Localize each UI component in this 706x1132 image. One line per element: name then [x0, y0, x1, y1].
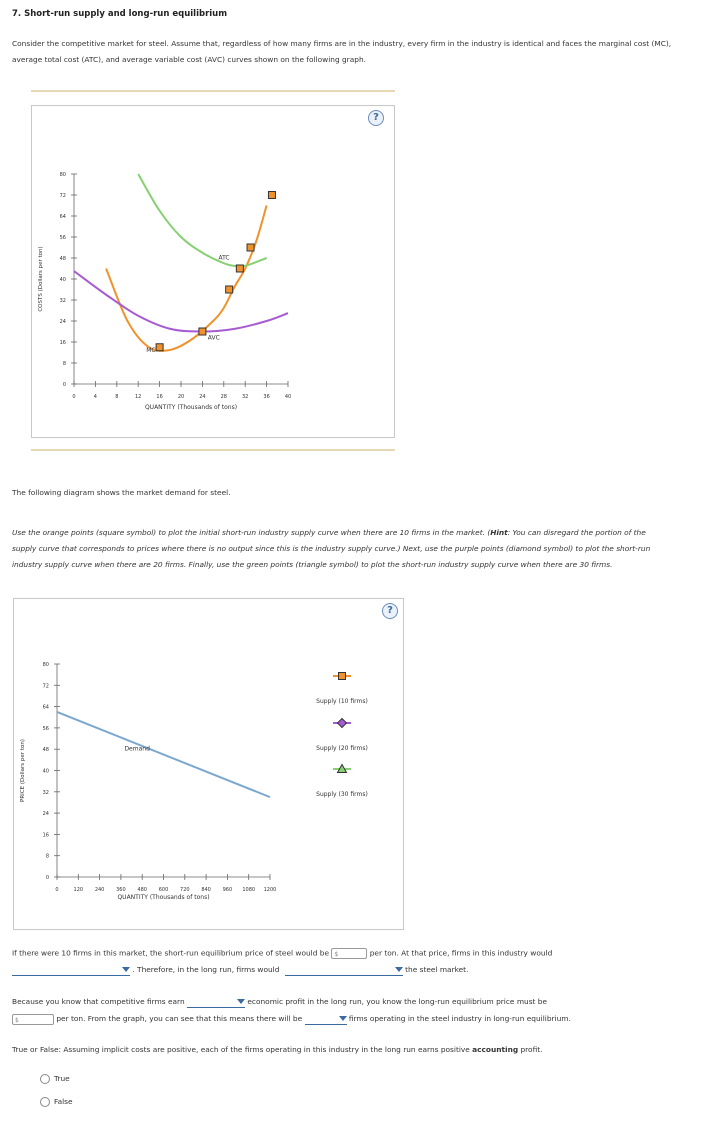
x-tick-label: 28: [220, 394, 227, 400]
radio-false[interactable]: [40, 1097, 50, 1107]
equilibrium-line-2: [12, 964, 468, 976]
x-tick-label: 0: [55, 887, 59, 893]
divider-top: [31, 90, 395, 92]
diamond-symbol-icon: [338, 719, 347, 728]
option-false-label: False: [54, 1097, 73, 1106]
mc-point-marker: [247, 244, 254, 251]
x-tick-label: 40: [284, 394, 292, 400]
y-tick-label: 48: [59, 256, 66, 262]
legend-label: Supply (10 firms): [316, 698, 368, 705]
y-tick-label: 8: [45, 853, 49, 860]
demand-label: Demand: [124, 745, 150, 753]
mc-curve: [106, 206, 267, 351]
x-tick-label: 20: [177, 394, 185, 400]
x-tick-label: 12: [135, 394, 142, 400]
x-tick-label: 8: [115, 394, 119, 400]
avc-curve: [74, 271, 288, 331]
x-tick-label: 24: [199, 394, 206, 400]
entry-exit-dropdown[interactable]: [285, 964, 403, 976]
equilibrium-line-1: [12, 948, 552, 959]
y-axis-title: COSTS (Dollars per ton): [38, 246, 44, 312]
profit-text-3: per ton. From the graph, you can see that this means there will be: [56, 1014, 303, 1023]
y-tick-label: 64: [59, 214, 66, 220]
eq-text-1: If there were 10 firms in this market, the short-run equilibrium price of steel would be: [12, 948, 329, 958]
graph-instructions: [12, 525, 652, 573]
y-tick-label: 64: [42, 704, 49, 711]
hint-label: Hint: [490, 528, 508, 537]
x-tick-label: 1080: [242, 887, 256, 893]
eq-text-2: per ton. At that price, firms in this industry would: [369, 948, 553, 958]
legend-label: Supply (20 firms): [316, 745, 368, 752]
y-tick-label: 48: [42, 747, 49, 754]
y-tick-label: 0: [62, 382, 66, 388]
x-axis-title: QUANTITY (Thousands of tons): [117, 894, 210, 901]
y-tick-label: 16: [59, 340, 66, 346]
x-tick-label: 0: [72, 394, 76, 400]
mc-point-marker: [268, 192, 275, 199]
market-demand-chart[interactable]: [14, 599, 403, 929]
x-axis-title: QUANTITY (Thousands of tons): [144, 404, 238, 411]
tf-question-start: True or False: Assuming implicit costs are positive, each of the firms operating in this industry in the long run earns positive: [12, 1045, 473, 1054]
mc-point-marker: [156, 344, 163, 351]
eq-text-3: . Therefore, in the long run, firms would: [132, 965, 280, 974]
mc-point-marker: [199, 328, 206, 335]
x-tick-label: 1200: [263, 887, 277, 893]
y-tick-label: 56: [59, 235, 66, 241]
chevron-down-icon: [122, 967, 130, 972]
y-axis-title: PRICE (Dollars per ton): [20, 739, 26, 802]
x-tick-label: 480: [137, 887, 147, 893]
x-tick-label: 960: [222, 887, 233, 893]
tf-bold-word: accounting: [472, 1045, 519, 1054]
atc-curve: [138, 174, 266, 267]
tf-question-end: profit.: [518, 1045, 543, 1054]
profit-status-dropdown[interactable]: [12, 964, 130, 976]
chevron-down-icon: [395, 967, 403, 972]
profit-text-2: economic profit in the long run, you know the long-run equilibrium price must be: [247, 997, 548, 1006]
market-graph-panel: [13, 598, 404, 930]
y-tick-label: 8: [62, 361, 66, 367]
eq-text-4: the steel market.: [405, 965, 469, 974]
demand-line: [57, 712, 270, 797]
x-tick-label: 240: [94, 887, 105, 893]
y-tick-label: 24: [42, 811, 49, 818]
radio-true[interactable]: [40, 1074, 50, 1084]
y-tick-label: 16: [42, 832, 49, 839]
y-tick-label: 32: [59, 298, 66, 304]
profit-text-1: Because you know that competitive firms earn: [12, 997, 185, 1006]
divider-bottom: [31, 449, 395, 451]
mc-label: MC: [146, 346, 156, 354]
cost-curves-chart: [32, 106, 394, 437]
demand-intro: The following diagram shows the market demand for steel.: [12, 488, 231, 497]
x-tick-label: 600: [158, 887, 169, 893]
y-tick-label: 24: [59, 319, 66, 325]
x-tick-label: 4: [93, 394, 97, 400]
legend-label: Supply (30 firms): [316, 791, 368, 798]
instructions-part2: : You can disregard the portion of the supply curve that corresponds to prices where there is no output since this is the industry supply curve.) Next, use the purple points (diamond symbol) to plot the short-run industry supply curve when there are 20 firms. Finally, use the green points (triangle symbol) to plot the short-run industry supply curve when there are 30 firms.: [12, 528, 651, 569]
avc-label: AVC: [207, 334, 220, 342]
y-tick-label: 72: [42, 683, 49, 690]
tf-question: [12, 1045, 542, 1054]
long-run-price-input[interactable]: $: [12, 1014, 54, 1025]
mc-point-marker: [226, 286, 233, 293]
y-tick-label: 40: [42, 768, 49, 775]
y-tick-label: 56: [42, 725, 49, 732]
firm-count-dropdown[interactable]: [305, 1013, 347, 1025]
x-tick-label: 360: [116, 887, 126, 893]
profit-line-2: [12, 1013, 571, 1025]
y-tick-label: 72: [59, 193, 66, 199]
y-tick-label: 40: [59, 277, 66, 283]
cost-graph-panel: [31, 105, 395, 438]
question-intro: Consider the competitive market for steel. Assume that, regardless of how many firms are in the industry, every firm in the industry is identical and faces the marginal cost (MC), average total cost (ATC), and average variable cost (AVC) curves shown on the following graph.: [12, 39, 672, 64]
y-tick-label: 32: [42, 789, 49, 796]
economic-profit-dropdown[interactable]: [187, 996, 245, 1008]
atc-label: ATC: [218, 254, 230, 262]
instructions-part1: Use the orange points (square symbol) to plot the initial short-run industry supply curve when there are 10 firms in the market. (: [12, 528, 491, 537]
chevron-down-icon: [339, 1016, 347, 1021]
y-tick-label: 0: [45, 875, 49, 881]
chevron-down-icon: [237, 999, 245, 1004]
x-tick-label: 840: [201, 887, 211, 893]
help-icon[interactable]: ?: [382, 603, 398, 619]
option-true-label: True: [54, 1074, 70, 1083]
square-symbol-icon: [339, 673, 346, 680]
profit-text-4: firms operating in the steel industry in long-run equilibrium.: [348, 1014, 571, 1023]
x-tick-label: 16: [156, 394, 163, 400]
y-tick-label: 80: [59, 172, 66, 178]
mc-point-marker: [236, 265, 243, 272]
x-tick-label: 36: [263, 394, 270, 400]
help-icon[interactable]: ?: [368, 110, 384, 126]
x-tick-label: 720: [180, 887, 190, 893]
x-tick-label: 120: [73, 887, 84, 893]
question-title: 7. Short-run supply and long-run equilibrium: [12, 9, 228, 19]
price-input[interactable]: $: [331, 948, 367, 959]
x-tick-label: 32: [242, 394, 249, 400]
y-tick-label: 80: [42, 662, 49, 668]
profit-line-1: [12, 996, 547, 1008]
